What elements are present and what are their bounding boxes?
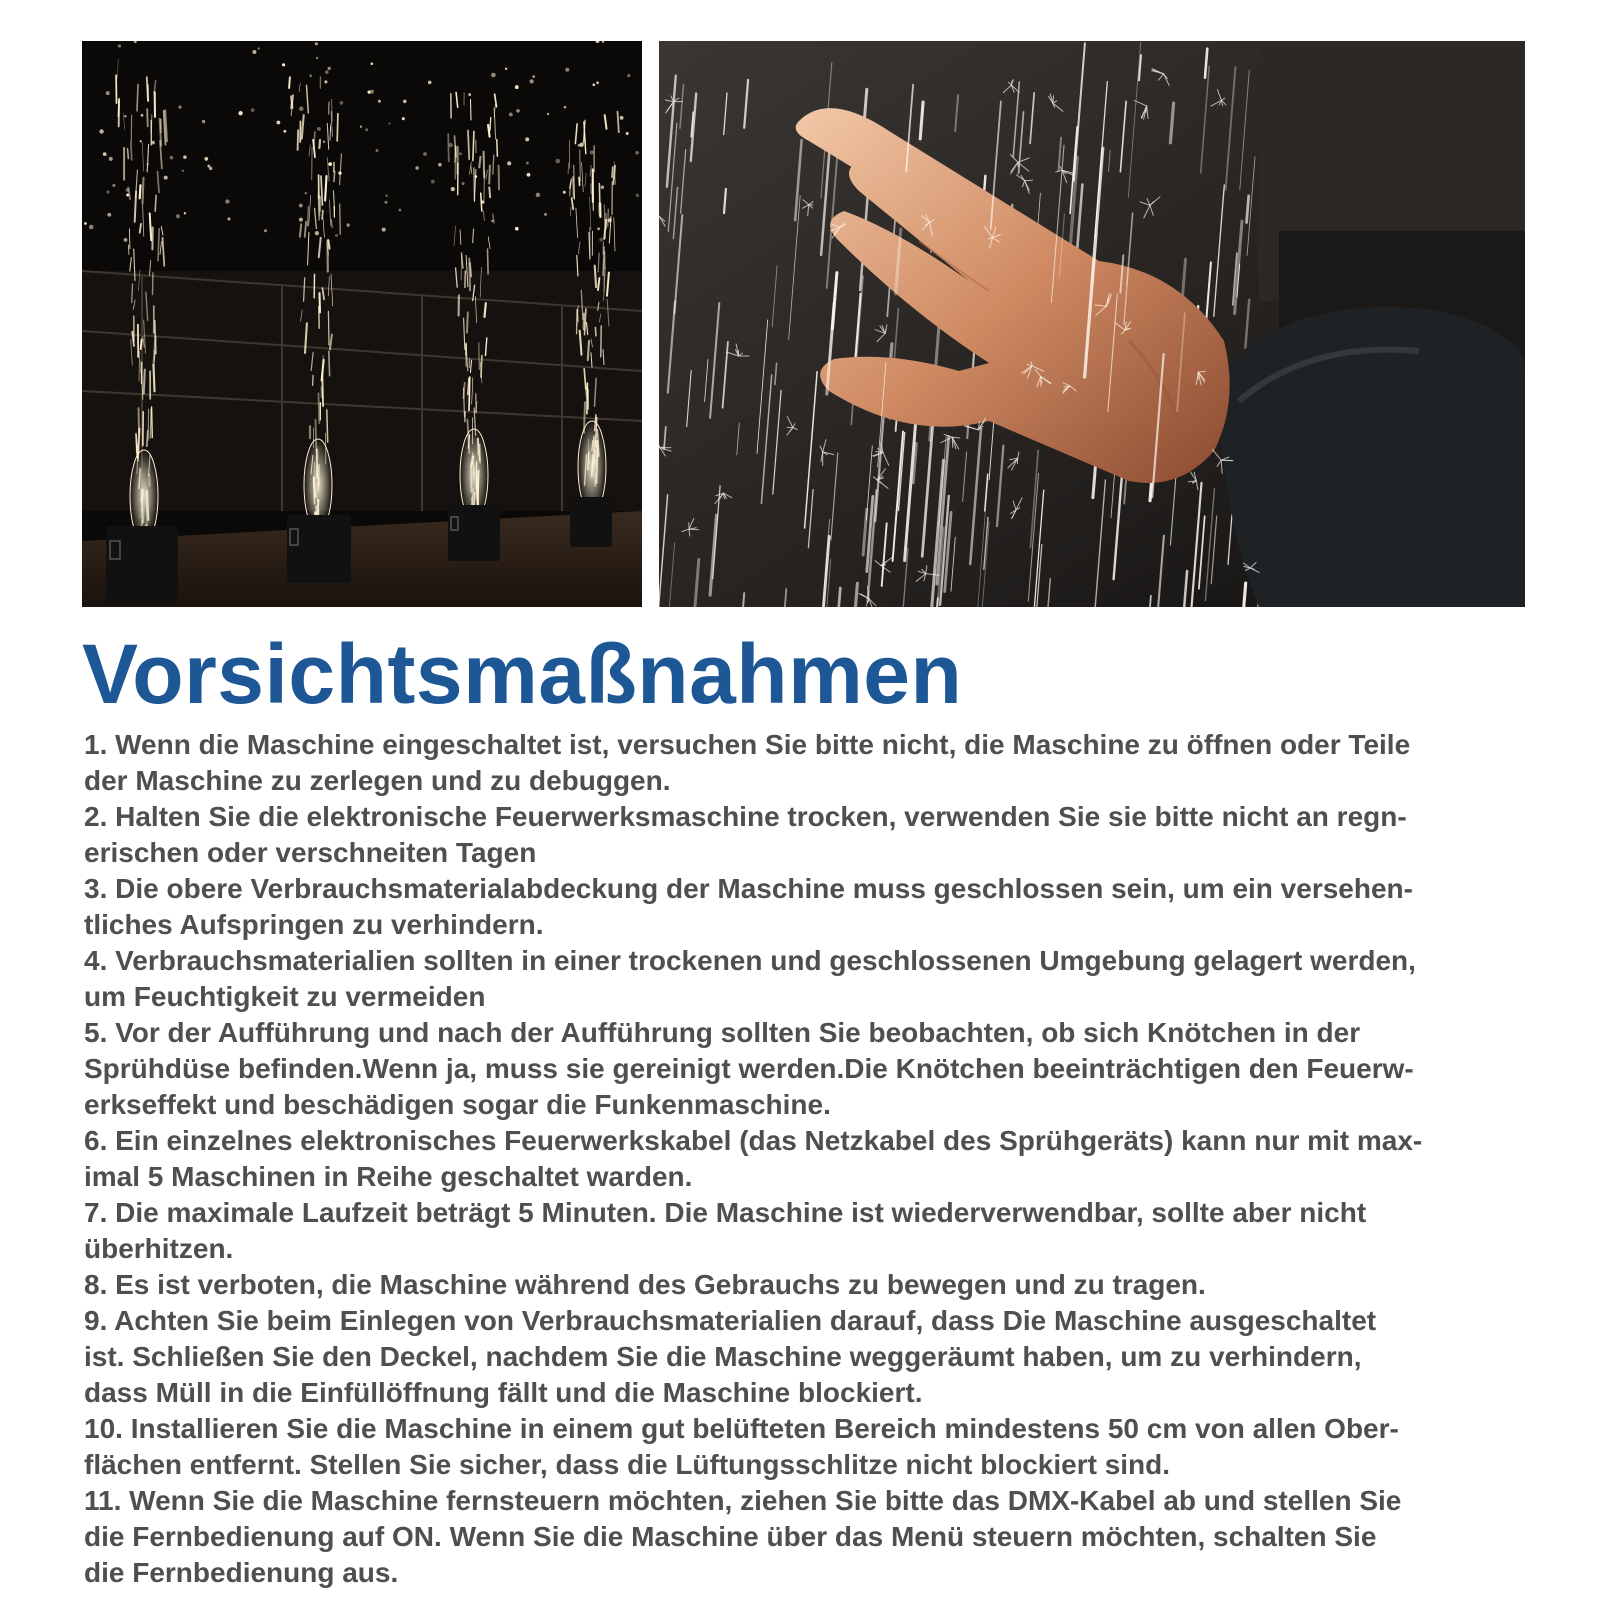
precaution-item xyxy=(84,1483,1534,1591)
hand-in-cold-sparks-photo xyxy=(659,41,1525,607)
precaution-item xyxy=(84,1015,1534,1123)
precaution-line: 6. Ein einzelnes elektronisches Feuerwerkskabel (das Netzkabel des Sprühgeräts) kann nur mit max- xyxy=(84,1125,1423,1156)
page-title: Vorsichtsmaßnahmen xyxy=(82,627,963,721)
precaution-line: imal 5 Maschinen in Reihe geschaltet warden. xyxy=(84,1161,693,1192)
precaution-line: 10. Installieren Sie die Maschine in einem gut belüfteten Bereich mindestens 50 cm von allen Ober- xyxy=(84,1413,1399,1444)
precaution-line: 9. Achten Sie beim Einlegen von Verbrauchsmaterialien darauf, dass Die Maschine ausgeschaltet xyxy=(84,1305,1377,1336)
precaution-line: dass Müll in die Einfüllöffnung fällt und die Maschine blockiert. xyxy=(84,1377,923,1408)
precaution-line: überhitzen. xyxy=(84,1233,234,1264)
precautions-list xyxy=(84,727,1534,1591)
precaution-line: flächen entfernt. Stellen Sie sicher, dass die Lüftungsschlitze nicht blockiert sind. xyxy=(84,1449,1171,1480)
precaution-line: 7. Die maximale Laufzeit beträgt 5 Minuten. Die Maschine ist wiederverwendbar, sollte aber nicht xyxy=(84,1197,1367,1228)
precaution-item xyxy=(84,799,1534,871)
spark-fountain-machines-photo xyxy=(82,41,642,607)
precaution-line: die Fernbedienung auf ON. Wenn Sie die Maschine über das Menü steuern möchten, schalten Sie xyxy=(84,1521,1377,1552)
precaution-item xyxy=(84,1303,1534,1411)
precaution-line: erkseffekt und beschädigen sogar die Funkenmaschine. xyxy=(84,1089,831,1120)
precaution-line: 4. Verbrauchsmaterialien sollten in einer trockenen und geschlossenen Umgebung gelagert werden, xyxy=(84,945,1416,976)
precaution-line: 2. Halten Sie die elektronische Feuerwerksmaschine trocken, verwenden Sie sie bitte nicht an regn- xyxy=(84,801,1407,832)
precaution-item xyxy=(84,727,1534,799)
precaution-line: tliches Aufspringen zu verhindern. xyxy=(84,909,544,940)
precaution-line: 8. Es ist verboten, die Maschine während des Gebrauchs zu bewegen und zu tragen. xyxy=(84,1269,1206,1300)
precaution-item xyxy=(84,1123,1534,1195)
precaution-line: 11. Wenn Sie die Maschine fernsteuern möchten, ziehen Sie bitte das DMX-Kabel ab und stellen Sie xyxy=(84,1485,1402,1516)
precaution-line: Sprühdüse befinden.Wenn ja, muss sie gereinigt werden.Die Knötchen beeinträchtigen den Feuerw- xyxy=(84,1053,1414,1084)
precaution-item xyxy=(84,1267,1534,1303)
precaution-line: der Maschine zu zerlegen und zu debuggen. xyxy=(84,765,671,796)
precaution-line: erischen oder verschneiten Tagen xyxy=(84,837,537,868)
precaution-line: 1. Wenn die Maschine eingeschaltet ist, versuchen Sie bitte nicht, die Maschine zu öffnen oder Teile xyxy=(84,729,1411,760)
precaution-line: die Fernbedienung aus. xyxy=(84,1557,399,1588)
precaution-item xyxy=(84,871,1534,943)
precaution-line: um Feuchtigkeit zu vermeiden xyxy=(84,981,486,1012)
precaution-line: 5. Vor der Aufführung und nach der Aufführung sollten Sie beobachten, ob sich Knötchen in der xyxy=(84,1017,1361,1048)
hand-in-cold-sparks-illustration xyxy=(659,41,1525,607)
precaution-line: ist. Schließen Sie den Deckel, nachdem Sie die Maschine weggeräumt haben, um zu verhindern, xyxy=(84,1341,1362,1372)
precaution-item xyxy=(84,1195,1534,1267)
precaution-item xyxy=(84,943,1534,1015)
precaution-line: 3. Die obere Verbrauchsmaterialabdeckung der Maschine muss geschlossen sein, um ein versehen- xyxy=(84,873,1413,904)
precaution-item xyxy=(84,1411,1534,1483)
spark-fountain-machines-illustration xyxy=(82,41,642,607)
